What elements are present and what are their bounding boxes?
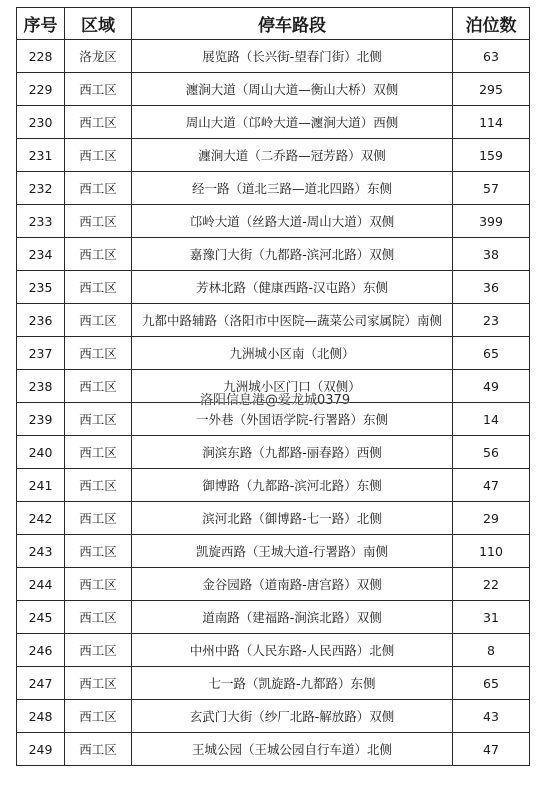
cell-no: 243 — [17, 535, 65, 568]
cell-spots: 65 — [453, 337, 530, 370]
cell-area: 西工区 — [65, 370, 132, 403]
cell-area: 西工区 — [65, 634, 132, 667]
cell-no: 233 — [17, 205, 65, 238]
cell-road: 九洲城小区南（北侧） — [132, 337, 453, 370]
cell-spots: 295 — [453, 73, 530, 106]
cell-road: 瀍涧大道（二乔路—冠芳路）双侧 — [132, 139, 453, 172]
cell-no: 230 — [17, 106, 65, 139]
cell-road: 周山大道（邙岭大道—瀍涧大道）西侧 — [132, 106, 453, 139]
cell-road: 七一路（凯旋路-九都路）东侧 — [132, 667, 453, 700]
cell-no: 240 — [17, 436, 65, 469]
cell-area: 西工区 — [65, 172, 132, 205]
cell-road: 王城公园（王城公园自行车道）北侧 — [132, 733, 453, 766]
cell-road: 滨河北路（御博路-七一路）北侧 — [132, 502, 453, 535]
cell-spots: 36 — [453, 271, 530, 304]
cell-spots: 65 — [453, 667, 530, 700]
cell-area: 西工区 — [65, 106, 132, 139]
cell-road: 展览路（长兴街-望春门街）北侧 — [132, 40, 453, 73]
cell-no: 239 — [17, 403, 65, 436]
cell-area: 西工区 — [65, 139, 132, 172]
cell-road: 御博路（九都路-滨河北路）东侧 — [132, 469, 453, 502]
table-row — [17, 667, 530, 700]
table-row — [17, 436, 530, 469]
table-row — [17, 73, 530, 106]
cell-road: 一外巷（外国语学院-行署路）东侧 — [132, 403, 453, 436]
cell-spots: 23 — [453, 304, 530, 337]
cell-spots: 110 — [453, 535, 530, 568]
cell-area: 西工区 — [65, 568, 132, 601]
cell-area: 西工区 — [65, 535, 132, 568]
cell-spots: 159 — [453, 139, 530, 172]
cell-spots: 47 — [453, 733, 530, 766]
header-spots: 泊位数 — [453, 8, 530, 40]
header-no: 序号 — [17, 8, 65, 40]
cell-spots: 38 — [453, 238, 530, 271]
cell-no: 232 — [17, 172, 65, 205]
cell-road: 九洲城小区门口（双侧） — [132, 370, 453, 403]
header-row — [17, 8, 530, 40]
table-row — [17, 139, 530, 172]
table-row — [17, 304, 530, 337]
table-row — [17, 469, 530, 502]
cell-no: 229 — [17, 73, 65, 106]
table-row — [17, 568, 530, 601]
cell-spots: 114 — [453, 106, 530, 139]
header-area: 区域 — [65, 8, 132, 40]
cell-no: 242 — [17, 502, 65, 535]
cell-spots: 47 — [453, 469, 530, 502]
cell-spots: 22 — [453, 568, 530, 601]
cell-road: 邙岭大道（丝路大道-周山大道）双侧 — [132, 205, 453, 238]
cell-no: 248 — [17, 700, 65, 733]
cell-area: 西工区 — [65, 667, 132, 700]
cell-no: 238 — [17, 370, 65, 403]
table-row — [17, 634, 530, 667]
table-row — [17, 502, 530, 535]
table-row — [17, 271, 530, 304]
table-row — [17, 535, 530, 568]
cell-no: 244 — [17, 568, 65, 601]
cell-no: 241 — [17, 469, 65, 502]
cell-area: 西工区 — [65, 436, 132, 469]
cell-road: 金谷园路（道南路-唐宫路）双侧 — [132, 568, 453, 601]
cell-area: 西工区 — [65, 469, 132, 502]
cell-no: 228 — [17, 40, 65, 73]
cell-spots: 29 — [453, 502, 530, 535]
cell-no: 245 — [17, 601, 65, 634]
parking-table — [16, 7, 530, 766]
cell-spots: 49 — [453, 370, 530, 403]
cell-spots: 56 — [453, 436, 530, 469]
cell-road: 芳林北路（健康西路-汉屯路）东侧 — [132, 271, 453, 304]
cell-area: 西工区 — [65, 502, 132, 535]
cell-area: 西工区 — [65, 238, 132, 271]
cell-spots: 63 — [453, 40, 530, 73]
table-row — [17, 601, 530, 634]
table-body — [17, 40, 530, 766]
cell-road: 经一路（道北三路—道北四路）东侧 — [132, 172, 453, 205]
cell-no: 249 — [17, 733, 65, 766]
cell-road: 九都中路辅路（洛阳市中医院—蔬菜公司家属院）南侧 — [132, 304, 453, 337]
table-row — [17, 238, 530, 271]
table-row — [17, 205, 530, 238]
cell-spots: 8 — [453, 634, 530, 667]
cell-road: 嘉豫门大街（九都路-滨河北路）双侧 — [132, 238, 453, 271]
cell-area: 西工区 — [65, 73, 132, 106]
cell-no: 246 — [17, 634, 65, 667]
cell-spots: 57 — [453, 172, 530, 205]
cell-road: 玄武门大街（纱厂北路-解放路）双侧 — [132, 700, 453, 733]
cell-no: 237 — [17, 337, 65, 370]
table-row — [17, 700, 530, 733]
table-row — [17, 40, 530, 73]
cell-road: 道南路（建福路-涧滨北路）双侧 — [132, 601, 453, 634]
cell-road: 瀍涧大道（周山大道—衡山大桥）双侧 — [132, 73, 453, 106]
cell-area: 西工区 — [65, 733, 132, 766]
cell-area: 西工区 — [65, 601, 132, 634]
table-row — [17, 370, 530, 403]
table-row — [17, 403, 530, 436]
cell-no: 235 — [17, 271, 65, 304]
cell-spots: 31 — [453, 601, 530, 634]
cell-spots: 14 — [453, 403, 530, 436]
cell-no: 247 — [17, 667, 65, 700]
table-row — [17, 337, 530, 370]
cell-road: 涧滨东路（九都路-丽春路）西侧 — [132, 436, 453, 469]
cell-area: 西工区 — [65, 700, 132, 733]
cell-area: 西工区 — [65, 271, 132, 304]
cell-area: 洛龙区 — [65, 40, 132, 73]
cell-no: 231 — [17, 139, 65, 172]
table-row — [17, 733, 530, 766]
cell-area: 西工区 — [65, 337, 132, 370]
cell-spots: 43 — [453, 700, 530, 733]
cell-road: 凯旋西路（王城大道-行署路）南侧 — [132, 535, 453, 568]
cell-area: 西工区 — [65, 304, 132, 337]
cell-area: 西工区 — [65, 205, 132, 238]
cell-no: 236 — [17, 304, 65, 337]
cell-road: 中州中路（人民东路-人民西路）北侧 — [132, 634, 453, 667]
watermark: 洛阳信息港@爱龙城0379 — [200, 393, 351, 408]
cell-spots: 399 — [453, 205, 530, 238]
table-row — [17, 172, 530, 205]
cell-area: 西工区 — [65, 403, 132, 436]
parking-table-sheet — [16, 7, 529, 766]
table-row — [17, 106, 530, 139]
header-road: 停车路段 — [132, 8, 453, 40]
cell-no: 234 — [17, 238, 65, 271]
